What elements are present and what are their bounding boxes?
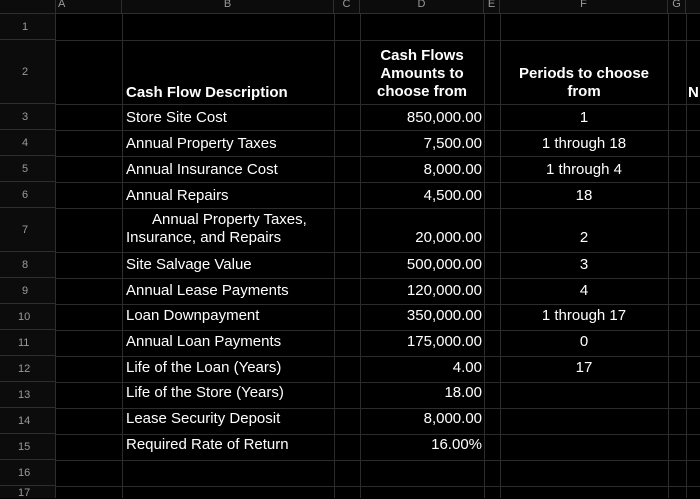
column-header-d[interactable]: D [360, 0, 484, 14]
row-header-15[interactable]: 15 [0, 434, 56, 460]
description-cell[interactable]: Store Site Cost [126, 109, 227, 126]
amount-cell[interactable]: 175,000.00 [406, 333, 482, 350]
row-header-3[interactable]: 3 [0, 104, 56, 130]
grid-line [56, 182, 700, 183]
description-cell[interactable]: Site Salvage Value [126, 256, 252, 273]
grid-line [56, 252, 700, 253]
description-cell[interactable]: Annual Lease Payments [126, 282, 289, 299]
grid-line [334, 14, 335, 498]
column-header-h[interactable] [686, 0, 700, 14]
grid-line [56, 434, 700, 435]
description-cell[interactable]: Life of the Loan (Years) [126, 359, 282, 376]
amount-cell[interactable]: 8,000.00 [423, 161, 482, 178]
amount-cell[interactable]: 8,000.00 [423, 410, 482, 427]
period-cell[interactable]: 1 through 17 [541, 307, 627, 324]
row-header-6[interactable]: 6 [0, 182, 56, 208]
grid-line [56, 304, 700, 305]
row-header-12[interactable]: 12 [0, 356, 56, 382]
description-cell[interactable]: Annual Property Taxes, [152, 211, 307, 228]
grid-line [56, 156, 700, 157]
column-header-c[interactable]: C [334, 0, 360, 14]
header-periods[interactable] [500, 65, 668, 101]
amount-cell[interactable]: 18.00 [444, 384, 482, 401]
grid-line [56, 460, 700, 461]
description-cell[interactable]: Annual Repairs [126, 187, 229, 204]
header-cash-flow-amounts[interactable] [360, 47, 484, 101]
grid-line [484, 14, 485, 498]
period-cell[interactable]: 18 [575, 187, 593, 204]
period-cell[interactable]: 0 [579, 333, 589, 350]
grid-line [56, 208, 700, 209]
period-cell[interactable]: 2 [579, 229, 589, 246]
column-header-corner[interactable] [0, 0, 56, 14]
grid-line [56, 486, 700, 487]
amount-cell[interactable]: 120,000.00 [406, 282, 482, 299]
column-header-g[interactable]: G [668, 0, 686, 14]
grid-line [56, 104, 700, 105]
header-periods-line-2: from [567, 83, 601, 100]
header-amounts-line-2: Amounts to [380, 65, 464, 82]
grid-line [56, 330, 700, 331]
column-header-f[interactable]: F [500, 0, 668, 14]
row-header-17[interactable]: 17 [0, 486, 56, 498]
description-cell[interactable]: Required Rate of Return [126, 436, 289, 453]
header-cut-off-cell[interactable]: N [688, 84, 699, 101]
grid-line [56, 130, 700, 131]
grid-line [56, 278, 700, 279]
grid-line [56, 40, 700, 41]
header-amounts-line-3: choose from [376, 83, 467, 100]
amount-cell[interactable]: 20,000.00 [415, 229, 482, 246]
amount-cell[interactable]: 16.00% [431, 436, 482, 453]
row-header-11[interactable]: 11 [0, 330, 56, 356]
grid-line [56, 382, 700, 383]
column-header-a[interactable]: A [56, 0, 122, 14]
row-header-13[interactable]: 13 [0, 382, 56, 408]
description-cell[interactable]: Lease Security Deposit [126, 410, 281, 427]
amount-cell[interactable]: 7,500.00 [423, 135, 482, 152]
amount-cell[interactable]: 4,500.00 [423, 187, 482, 204]
row-header-14[interactable]: 14 [0, 408, 56, 434]
period-cell[interactable]: 4 [579, 282, 589, 299]
period-cell[interactable]: 3 [579, 256, 589, 273]
column-header-e[interactable]: E [484, 0, 500, 14]
description-cell[interactable]: Insurance, and Repairs [126, 229, 282, 246]
header-cash-flow-description[interactable]: Cash Flow Description [126, 84, 288, 101]
row-header-9[interactable]: 9 [0, 278, 56, 304]
description-cell[interactable]: Loan Downpayment [126, 307, 260, 324]
amount-cell[interactable]: 350,000.00 [406, 307, 482, 324]
grid-line [56, 356, 700, 357]
period-cell[interactable]: 1 [579, 109, 589, 126]
description-cell[interactable]: Annual Insurance Cost [126, 161, 278, 178]
row-header-1[interactable]: 1 [0, 14, 56, 40]
description-cell[interactable]: Life of the Store (Years) [126, 384, 284, 401]
row-header-7[interactable]: 7 [0, 208, 56, 252]
row-header-5[interactable]: 5 [0, 156, 56, 182]
row-header-16[interactable]: 16 [0, 460, 56, 486]
header-periods-line-1: Periods to choose [518, 65, 650, 82]
period-cell[interactable]: 1 through 4 [546, 161, 622, 178]
grid-line [56, 408, 700, 409]
row-header-10[interactable]: 10 [0, 304, 56, 330]
grid-line [686, 14, 687, 498]
grid-line [122, 14, 123, 498]
row-header-8[interactable]: 8 [0, 252, 56, 278]
amount-cell[interactable]: 4.00 [452, 359, 482, 376]
period-cell[interactable]: 1 through 18 [541, 135, 627, 152]
amount-cell[interactable]: 850,000.00 [406, 109, 482, 126]
column-header-b[interactable]: B [122, 0, 334, 14]
row-header-4[interactable]: 4 [0, 130, 56, 156]
period-cell[interactable]: 17 [575, 359, 593, 376]
description-cell[interactable]: Annual Property Taxes [126, 135, 277, 152]
amount-cell[interactable]: 500,000.00 [406, 256, 482, 273]
header-amounts-line-1: Cash Flows [380, 47, 464, 64]
grid-line [668, 14, 669, 498]
description-cell[interactable]: Annual Loan Payments [126, 333, 282, 350]
row-header-2[interactable]: 2 [0, 40, 56, 104]
